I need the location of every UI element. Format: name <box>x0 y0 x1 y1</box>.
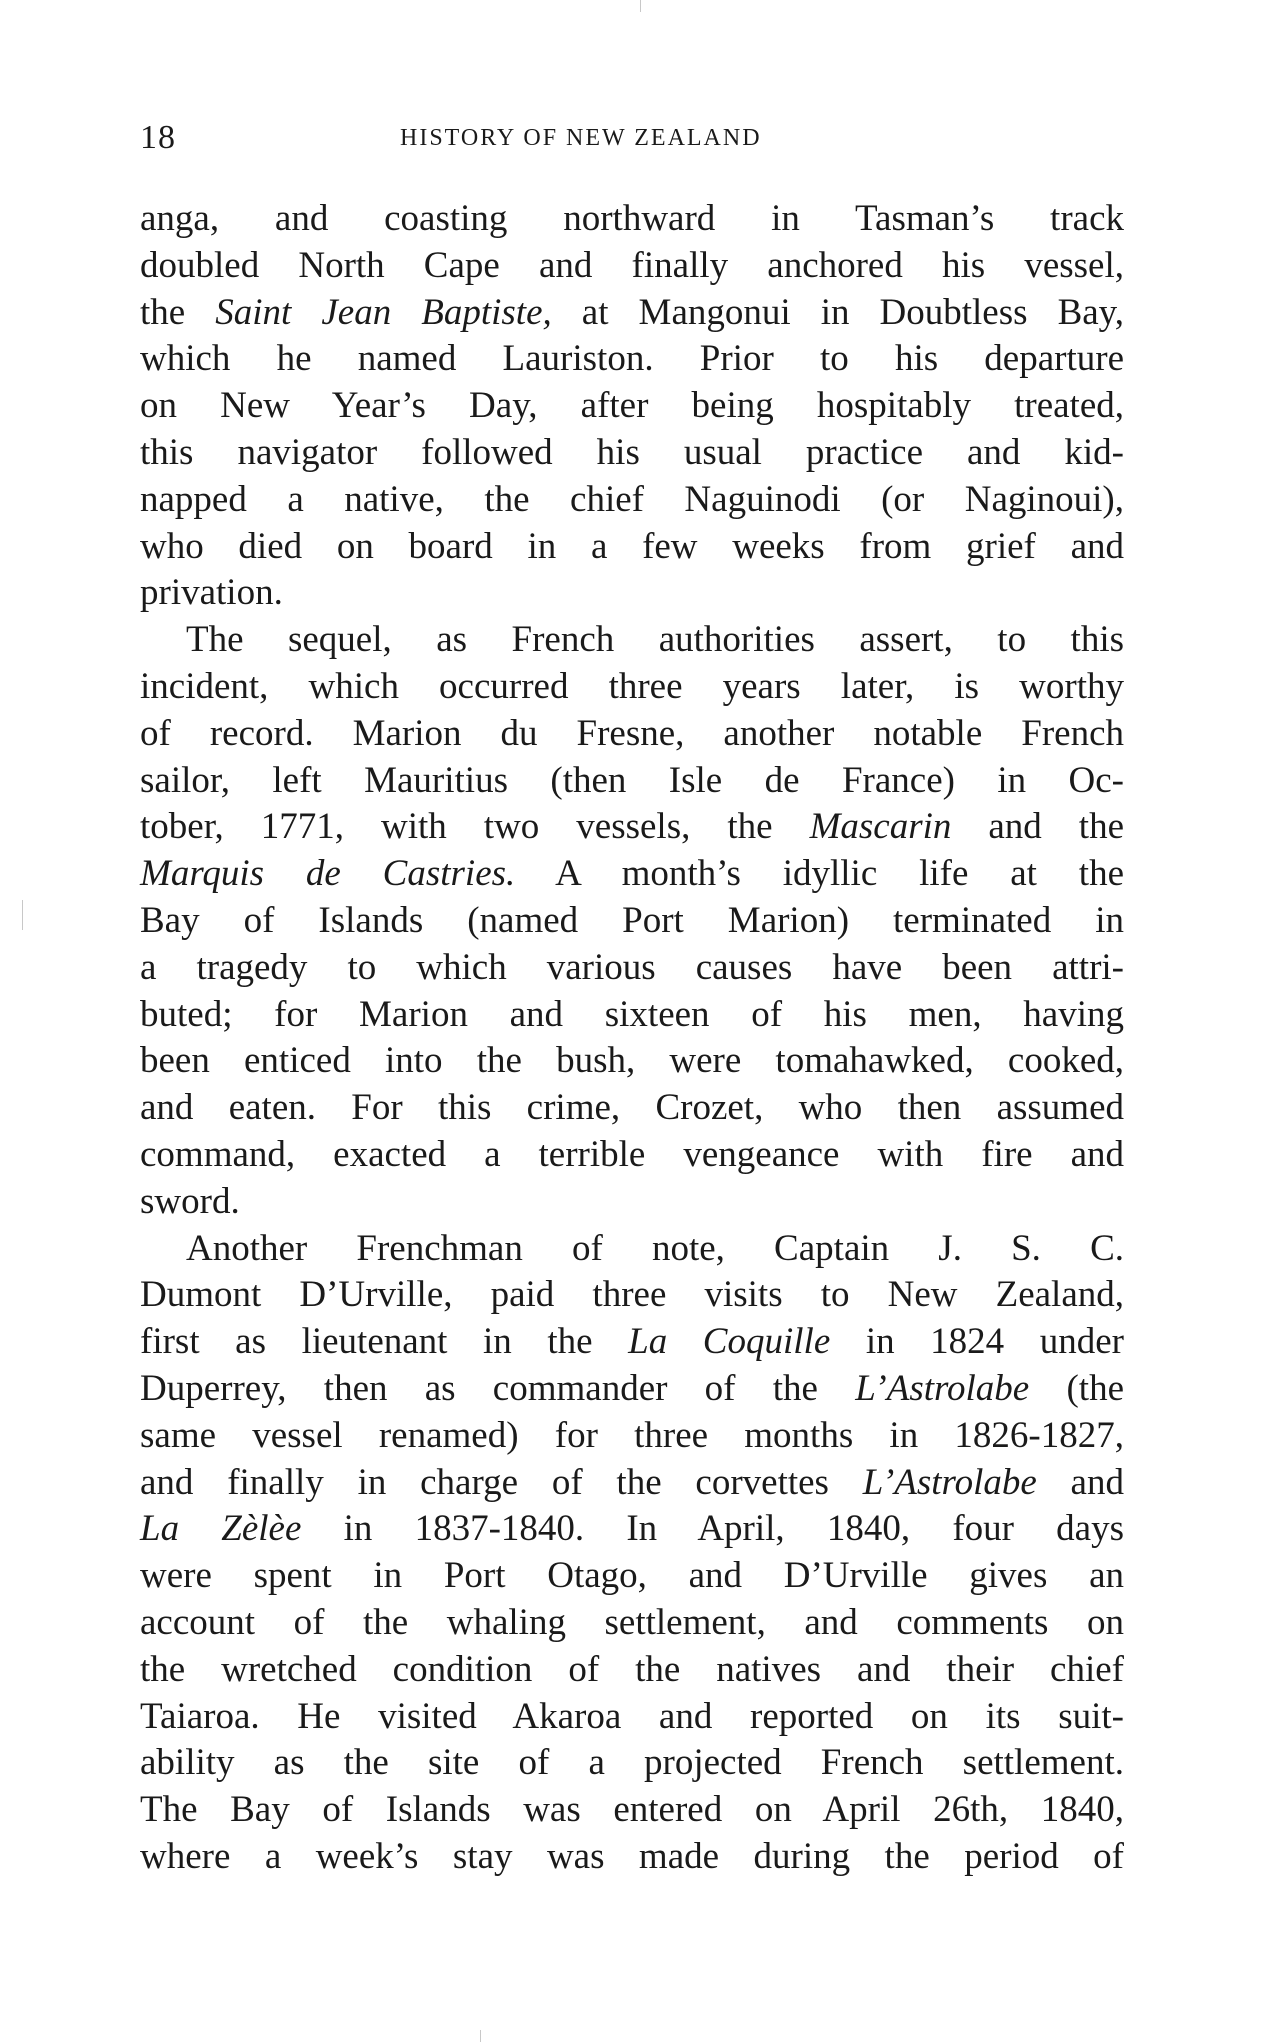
text-line: sword. <box>140 1180 240 1222</box>
scan-mark-bottom <box>480 2030 481 2042</box>
text-line: account of the whaling settlement, and comments on <box>140 1601 1124 1643</box>
scan-mark-left <box>22 900 23 930</box>
line-text: at Mangonui in Doubtless Bay, <box>551 291 1125 333</box>
line-text: in 1837-1840. In April, 1840, four days <box>301 1508 1124 1550</box>
text-line: buted; for Marion and sixteen of his men, having <box>140 993 1124 1035</box>
text-line: doubled North Cape and finally anchored his vessel, <box>140 244 1124 286</box>
ship-name: Saint Jean Baptiste, <box>215 291 552 333</box>
text-line <box>140 1319 1124 1366</box>
line-text: first as lieutenant in the <box>140 1321 629 1363</box>
text-line: privation. <box>140 572 283 614</box>
text-line: this navigator followed his usual practice and kid- <box>140 431 1124 473</box>
text-line: anga, and coasting northward in Tasman’s track <box>140 198 1124 239</box>
line-text: in 1824 under <box>830 1321 1124 1363</box>
running-head <box>140 118 1120 168</box>
line-text: and the <box>951 806 1124 848</box>
text-line: of record. Marion du Fresne, another notable French <box>140 712 1124 754</box>
running-title: HISTORY OF NEW ZEALAND <box>400 125 762 151</box>
ship-name: L’Astrolabe <box>855 1367 1030 1409</box>
ship-name: La Coquille <box>628 1321 831 1363</box>
text-line: which he named Lauriston. Prior to his departure <box>140 338 1124 380</box>
line-text: (the <box>1029 1367 1124 1409</box>
text-line: Dumont D’Urville, paid three visits to New Zealand, <box>140 1274 1124 1316</box>
body-text <box>140 196 1124 1881</box>
line-text: Duperrey, then as commander of the <box>140 1367 856 1409</box>
text-line: a tragedy to which various causes have been attri- <box>140 946 1124 988</box>
line-text: the <box>140 291 216 333</box>
scan-mark-top <box>640 0 641 12</box>
text-line: The Bay of Islands was entered on April 26th, 1840, <box>140 1789 1124 1831</box>
text-line: The sequel, as French authorities assert, to this <box>186 619 1124 661</box>
text-line <box>140 1366 1124 1413</box>
text-line: sailor, left Mauritius (then Isle de France) in Oc- <box>140 759 1124 801</box>
text-line <box>140 804 1124 851</box>
text-line <box>140 1506 1124 1553</box>
line-text: and finally in charge of the corvettes <box>140 1461 863 1503</box>
text-line: command, exacted a terrible vengeance with fire and <box>140 1133 1124 1175</box>
text-line: same vessel renamed) for three months in 1826-1827, <box>140 1414 1124 1456</box>
line-text: and <box>1036 1461 1124 1503</box>
ship-name: Marquis de Castries. <box>140 853 516 895</box>
text-line: were spent in Port Otago, and D’Urville gives an <box>140 1555 1124 1597</box>
page-number: 18 <box>140 119 176 156</box>
text-line <box>140 851 1124 898</box>
text-line: incident, which occurred three years later, is worthy <box>140 665 1124 707</box>
text-line: Bay of Islands (named Port Marion) terminated in <box>140 899 1124 941</box>
text-line: who died on board in a few weeks from grief and <box>140 525 1124 567</box>
line-text: tober, 1771, with two vessels, the <box>140 806 810 848</box>
text-line: ability as the site of a projected French settlement. <box>140 1742 1124 1784</box>
text-line: Another Frenchman of note, Captain J. S. C. <box>186 1227 1124 1269</box>
text-line <box>140 290 1124 337</box>
line-text: A month’s idyllic life at the <box>515 853 1124 895</box>
text-line: on New Year’s Day, after being hospitably treated, <box>140 385 1124 427</box>
ship-name: L’Astrolabe <box>862 1461 1037 1503</box>
text-line: the wretched condition of the natives and their chief <box>140 1648 1124 1690</box>
ship-name: Mascarin <box>809 806 952 848</box>
text-line <box>140 1460 1124 1507</box>
text-line: and eaten. For this crime, Crozet, who then assumed <box>140 1087 1124 1129</box>
ship-name: La Zèlèe <box>140 1508 302 1550</box>
text-line: been enticed into the bush, were tomahawked, cooked, <box>140 1040 1124 1082</box>
text-line: where a week’s stay was made during the period of <box>140 1835 1124 1877</box>
text-line: napped a native, the chief Naguinodi (or Naginoui), <box>140 478 1124 520</box>
text-line: Taiaroa. He visited Akaroa and reported on its suit- <box>140 1695 1124 1737</box>
